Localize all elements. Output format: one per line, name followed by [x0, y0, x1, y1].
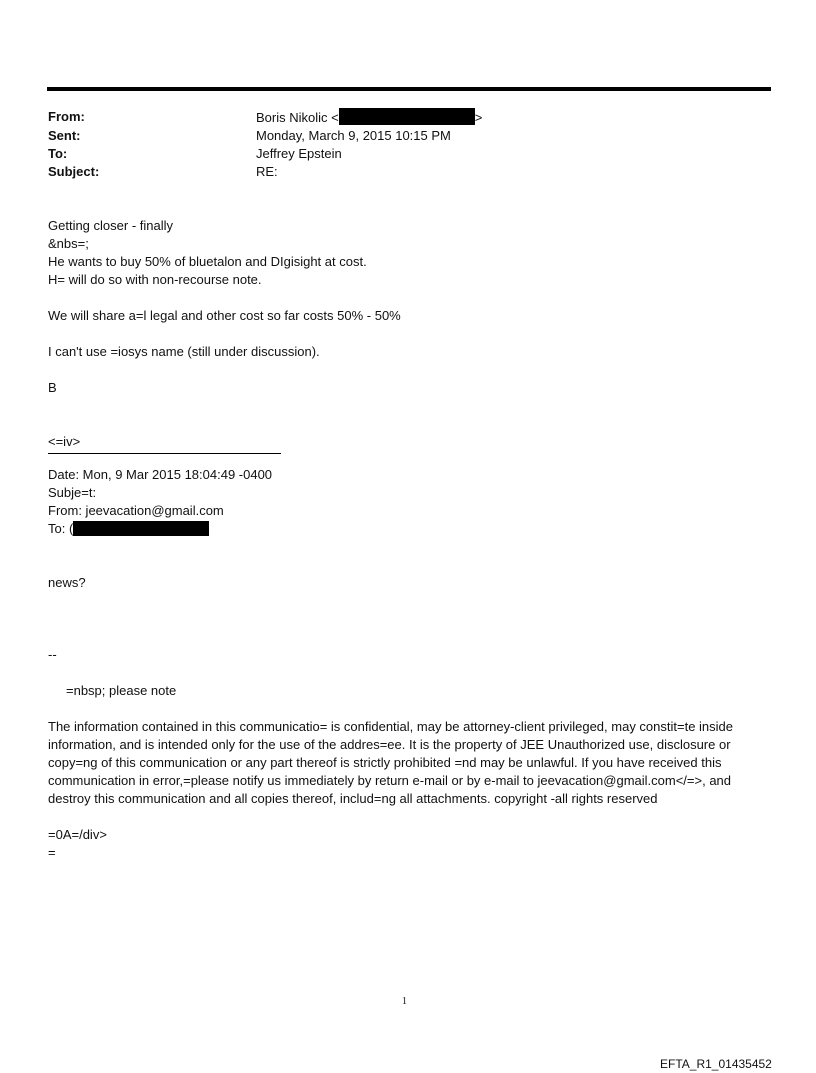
sent-label: Sent:	[48, 128, 81, 143]
sent-row	[48, 127, 482, 145]
body-line: <=iv>	[48, 434, 81, 449]
disclaimer-paragraph: The information contained in this communicatio= is confidential, may be attorney-client privileged, may constit=te inside information, and is intended only for the use of the addres=ee. It is the property of JEE Unauthorized use, disclosure or copy=ng of this communication or any part thereof is strictly prohibited =nd may be unlawful. If you have received this communication in error,=please notify us immediately by return e-mail or by e-mail to jeevacation@gmail.com</=>, and destroy this communication and all copies thereof, includ=ng all attachments. copyright -all rights reserved	[48, 719, 734, 806]
subject-value: RE:	[256, 164, 278, 179]
page-number: 1	[402, 996, 407, 1007]
quoted-message: news?	[48, 575, 86, 590]
from-label: From:	[48, 109, 85, 124]
from-row	[48, 108, 482, 127]
body-line: Getting closer - finally	[48, 218, 173, 233]
quoted-to: To: (	[48, 521, 74, 536]
to-value: Jeffrey Epstein	[256, 146, 342, 161]
document-id: EFTA_R1_01435452	[660, 1057, 772, 1071]
quoted-to-row	[48, 520, 768, 538]
subject-row	[48, 163, 482, 181]
signature-initial: B	[48, 380, 57, 395]
to-label: To:	[48, 146, 68, 161]
sent-value: Monday, March 9, 2015 10:15 PM	[256, 128, 451, 143]
redaction-box	[339, 108, 475, 125]
from-value	[256, 108, 482, 127]
from-close: >	[474, 110, 483, 125]
quoted-subject: Subje=t:	[48, 485, 97, 500]
email-body	[48, 217, 768, 862]
quoted-date: Date: Mon, 9 Mar 2015 18:04:49 -0400	[48, 467, 273, 482]
body-line: We will share a=l legal and other cost so far costs 50% - 50%	[48, 308, 401, 323]
quoted-from: From: jeevacation@gmail.com	[48, 503, 224, 518]
trailing-line: =	[48, 845, 56, 860]
subject-label: Subject:	[48, 164, 100, 179]
header-rule	[47, 87, 771, 91]
body-line: &nbs=;	[48, 236, 89, 251]
signature-separator: --	[48, 647, 57, 662]
redaction-box	[73, 521, 209, 536]
from-name: Boris Nikolic <	[256, 110, 339, 125]
to-row	[48, 145, 482, 163]
body-line: I can't use =iosys name (still under discussion).	[48, 344, 320, 359]
email-header	[48, 108, 482, 181]
trailing-line: =0A=/div>	[48, 827, 107, 842]
quote-divider	[48, 453, 281, 454]
please-note: =nbsp; please note	[66, 683, 177, 698]
body-line: H= will do so with non-recourse note.	[48, 272, 262, 287]
body-line: He wants to buy 50% of bluetalon and DIgisight at cost.	[48, 254, 367, 269]
